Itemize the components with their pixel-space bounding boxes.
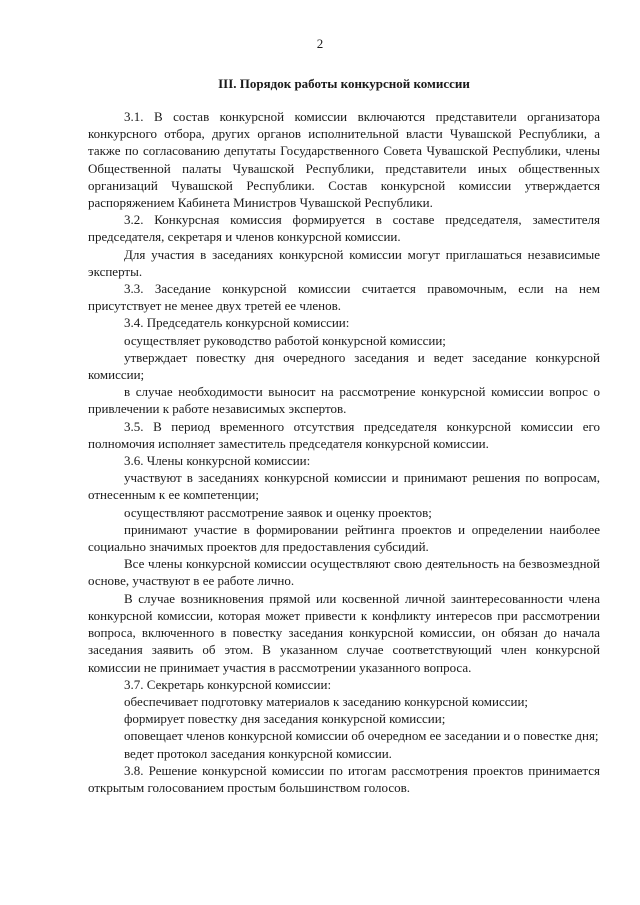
paragraph-secretary-duty-1: обеспечивает подготовку материалов к заседанию конкурсной комиссии; xyxy=(124,693,529,709)
paragraph-members-unpaid: Все члены конкурсной комиссии осуществляют свою деятельность на безвозмездной основе, участвуют в ее работе лично. xyxy=(88,556,600,589)
section-body xyxy=(88,108,600,796)
paragraph-3-6: 3.6. Члены конкурсной комиссии: xyxy=(124,453,311,469)
paragraph-member-duty-2: осуществляют рассмотрение заявок и оценку проектов; xyxy=(124,504,432,520)
paragraph-3-5: 3.5. В период временного отсутствия председателя конкурсной комиссии его полномочия исполняет заместитель председателя конкурсной комиссии. xyxy=(88,418,600,451)
page-number: 2 xyxy=(316,36,324,51)
paragraph-conflict-of-interest: В случае возникновения прямой или косвенной личной заинтересованности члена конкурсной комиссии, которая может привести к конфликту интересов при рассмотрении вопроса, включенного в повестку заседания конкурсной комиссии, он обязан до начала заседания заявить об этом. В указанном случае соответствующий член конкурсной комиссии не принимает участия в рассмотрении указанного вопроса. xyxy=(88,590,600,675)
paragraph-3-2: 3.2. Конкурсная комиссия формируется в составе председателя, заместителя председателя, секретаря и членов конкурсной комиссии. xyxy=(88,212,600,245)
paragraph-3-1: 3.1. В состав конкурсной комиссии включаются представители организатора конкурсного отбора, других органов исполнительной власти Чувашской Республики, а также по согласованию депутаты Государственного Совета Чувашской Республики, члены Общественной палаты Чувашской Республики, представители иных общественных организаций Чувашской Республики. Состав конкурсной комиссии утверждается распоряжением Кабинета Министров Чувашской Республики. xyxy=(88,109,600,211)
paragraph-secretary-duty-4: ведет протокол заседания конкурсной комиссии. xyxy=(124,745,392,761)
paragraph-member-duty-3: принимают участие в формировании рейтинга проектов и определении наиболее социально значимых проектов для предоставления субсидий. xyxy=(88,521,600,555)
paragraph-chair-duty-3: в случае необходимости выносит на рассмотрение конкурсной комиссии вопрос о привлечении к работе независимых экспертов. xyxy=(88,384,600,417)
paragraph-3-8: 3.8. Решение конкурсной комиссии по итогам рассмотрения проектов принимается открытым голосованием простым большинством голосов. xyxy=(88,762,600,795)
paragraph-3-3: 3.3. Заседание конкурсной комиссии считается правомочным, если на нем присутствует не менее двух третей ее членов. xyxy=(88,281,600,314)
paragraph-3-4: 3.4. Председатель конкурсной комиссии: xyxy=(124,315,350,331)
paragraph-member-duty-1: участвуют в заседаниях конкурсной комиссии и принимают решения по вопросам, отнесенным к ее компетенции; xyxy=(88,470,600,503)
paragraph-secretary-duty-2: формирует повестку дня заседания конкурсной комиссии; xyxy=(124,711,446,727)
paragraph-secretary-duty-3: оповещает членов конкурсной комиссии об очередном ее заседании и о повестке дня; xyxy=(124,728,599,744)
paragraph-chair-duty-1: осуществляет руководство работой конкурсной комиссии; xyxy=(124,332,446,348)
section-title: III. Порядок работы конкурсной комиссии xyxy=(218,76,470,91)
paragraph-chair-duty-2: утверждает повестку дня очередного заседания и ведет заседание конкурсной комиссии; xyxy=(88,349,600,383)
paragraph-3-7: 3.7. Секретарь конкурсной комиссии: xyxy=(124,676,332,692)
paragraph-experts: Для участия в заседаниях конкурсной комиссии могут приглашаться независимые эксперты. xyxy=(88,246,600,279)
